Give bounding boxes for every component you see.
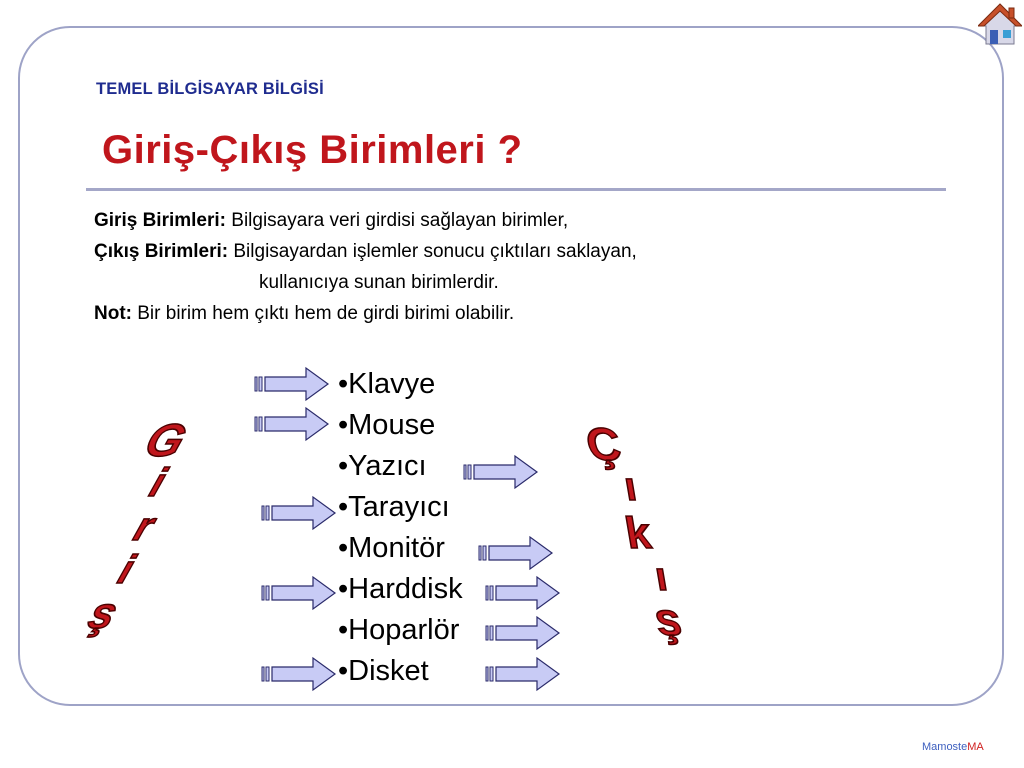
block-arrow-icon [485,576,561,610]
footer-brand-suffix: MA [967,741,984,753]
block-arrow-icon [261,657,337,691]
list-item-monitor: •Monitör [338,532,445,564]
giris-letter-r: r [128,504,161,549]
note-line [94,303,514,325]
list-item-hoparlor: •Hoparlör [338,614,460,646]
list-item-disket: •Disket [338,655,429,687]
cikis-letter-i2: ı [646,554,675,599]
cikis-letter-s: ş [645,594,690,646]
note-label: Not: [94,303,132,324]
giris-letter-i: i [144,460,172,505]
cikis-wordart [577,419,694,650]
home-icon[interactable] [978,2,1022,48]
header-subtitle: TEMEL BİLGİSAYAR BİLGİSİ [96,80,324,98]
output-units-text: Bilgisayardan işlemler sonucu çıktıları saklayan, [228,241,637,262]
cikis-letter-c: Ç [577,419,630,471]
giris-letter-i2: i [112,547,141,592]
block-arrow-icon [463,455,539,489]
list-item-mouse: •Mouse [338,409,436,441]
input-units-text: Bilgisayara veri girdisi sağlayan birimler, [226,210,569,231]
list-item-klavye: •Klavye [338,368,436,400]
cikis-letter-k: k [616,508,659,558]
block-arrow-icon [254,407,330,441]
list-item-yazici: •Yazıcı [338,450,427,482]
output-units-definition [94,241,637,263]
block-arrow-icon [478,536,554,570]
output-units-continuation-text: kullanıcıya sunan birimlerdir. [259,272,499,293]
footer-brand [922,741,984,753]
input-units-label: Giriş Birimleri: [94,210,226,231]
giris-letter-s: ş [82,588,125,638]
block-arrow-icon [261,496,337,530]
block-arrow-icon [261,576,337,610]
note-text: Bir birim hem çıktı hem de girdi birimi olabilir. [131,303,515,324]
block-arrow-icon [254,367,330,401]
output-units-continuation [259,272,499,294]
list-item-tarayici: •Tarayıcı [338,491,450,523]
block-arrow-icon [485,657,561,691]
footer-brand-name: Mamoste [922,741,968,753]
page-title: Giriş-Çıkış Birimleri ? [102,128,523,172]
output-units-label: Çıkış Birimleri: [94,241,229,262]
title-divider [86,188,946,191]
input-units-definition [94,210,568,232]
giris-letter-g: G [138,415,193,467]
list-item-harddisk: •Harddisk [338,573,463,605]
cikis-letter-i: ı [616,464,644,509]
block-arrow-icon [485,616,561,650]
giris-wordart [82,415,238,648]
